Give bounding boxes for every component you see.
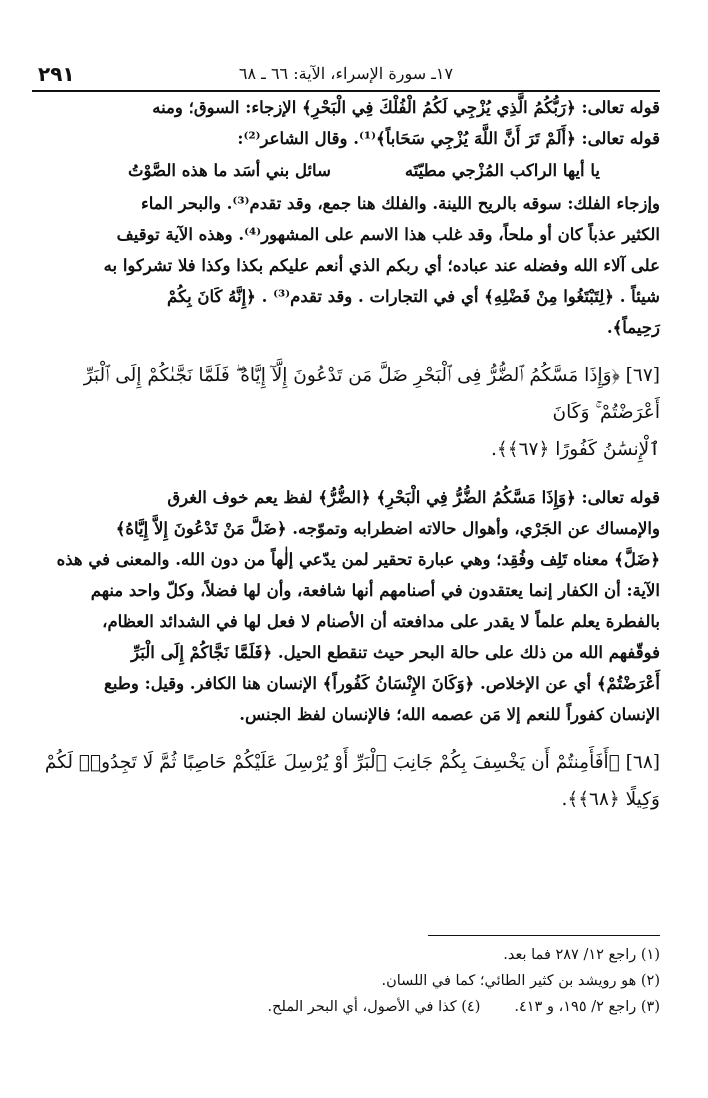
main-text: [38, 92, 660, 818]
footnotes: [160, 942, 660, 1020]
poem-hemistich-first: يا أيها الراكب المُزْجي مطيّتَه: [404, 161, 600, 180]
text-line: الإنسان كفوراً للنعم إلا مَن عصمه الله؛ فالإنسان لفظ الجنس.: [239, 705, 660, 724]
text-line: الآية: أن الكفار إنما يعتقدون في أصنامهم أنها شافعة، وأن لها فضلاً، وكلّ واحد منهم: [90, 581, 660, 600]
page-number: ٢٩١: [38, 62, 75, 86]
footnote-1: (١) راجع ١٢/ ٢٨٧ فما بعد.: [503, 947, 660, 963]
text-line: والإمساك عن الجَرْي، وأهوال حالاته اضطرابه وتموّجه. ﴿ضَلَّ مَنْ تَدْعُونَ إِلاَّ إِيَّاهُ﴾: [115, 519, 660, 538]
poetry-verse: [38, 154, 660, 188]
spacer: [38, 468, 660, 482]
quran-verse-68-line: وَكِيلًا ﴿٦٨﴾﴾.: [561, 789, 660, 810]
running-title: ١٧ـ سورة الإسراء، الآية: ٦٦ ـ ٦٨: [238, 64, 454, 83]
footnote-3: (٣) راجع ٢/ ١٩٥، و ٤١٣.: [514, 999, 660, 1015]
text-line: رَحِيماً﴾.: [606, 318, 660, 337]
footnote-4: (٤) كذا في الأصول، أي البحر الملح.: [267, 999, 481, 1015]
page-header: [34, 60, 658, 90]
footnote-row: [160, 994, 660, 1020]
text-line: وإزجاء الفلك: سوقه بالريح اللينة. والفلك هنا جمع، وقد تقدم⁽³⁾. والبحر الماء: [140, 194, 660, 213]
text-line: شيئاً . ﴿لِتَبْتَغُوا مِنْ فَضْلِهِ﴾ أي في التجارات . وقد تقدم⁽³⁾ . ﴿إِنَّهُ كَانَ بِكُمْ: [166, 287, 660, 306]
poem-hemistich-second: سائل بني أسَد ما هذه الصَّوْتُ: [128, 161, 331, 180]
spacer: [38, 343, 660, 357]
text-line: الكثير عذباً كان أو ملحاً، وقد غلب هذا الاسم على المشهور⁽⁴⁾. وهذه الآية توقيف: [116, 225, 660, 244]
text-line: ﴿ضَلَّ﴾ معناه تَلِف وفُقِد؛ وهي عبارة تحقير لمن يدّعي إلٰهاً من دون الله. والمعنى في هذه: [56, 550, 660, 569]
text-line: على آلاء الله وفضله عند عباده؛ أي ربكم الذي أنعم عليكم بكذا وكذا فلا تشركوا به: [103, 256, 660, 275]
text-line: قوله تعالى: ﴿أَلَمْ تَرَ أَنَّ اللَّهَ يُزْجِي سَحَاباً﴾⁽¹⁾. وقال الشاعر⁽²⁾:: [237, 129, 660, 148]
text-line: قوله تعالى: ﴿رَبُّكُمُ الَّذِي يُزْجِي لَكُمُ الْفُلْكَ فِي الْبَحْرِ﴾ الإزجاء: السوق؛ ومنه: [152, 98, 660, 117]
footnote-2: (٢) هو رويشد بن كثير الطائي؛ كما في اللسان.: [381, 973, 660, 989]
footnote-divider: [428, 935, 660, 936]
text-line: بالفطرة يعلم علماً لا يقدر على مدافعته أن الأصنام لا فعل لها في الشدائد العظام،: [102, 612, 660, 631]
text-line: أَعْرَضْتُمْ﴾ أي عن الإخلاص. ﴿وَكَانَ الإِنْسَانُ كَفُوراً﴾ الإنسان هنا الكافر. وقيل: وطبع: [104, 674, 660, 693]
text-line: فوقّفهم الله من ذلك على حالة البحر حيث تنقطع الحيل. ﴿فَلَمَّا نَجَّاكُمْ إِلَى الْبَرِّ: [131, 643, 660, 662]
text-line: قوله تعالى: ﴿وَإِذَا مَسَّكُمُ الضُّرُّ فِي الْبَحْرِ﴾ ﴿الضُّرُّ﴾ لفظ يعم خوف الغرق: [167, 488, 660, 507]
quran-verse-68-line: [٦٨] ﴿أَفَأَمِنتُمْ أَن يَخْسِفَ بِكُمْ جَانِبَ ٱلْبَرِّ أَوْ يُرْسِلَ عَلَيْكُمْ حَاصِبًا ثُمَّ لَا تَجِدُوا۟ لَكُمْ: [44, 752, 660, 773]
spacer: [38, 730, 660, 744]
quran-verse-67-line: [٦٧] ﴿وَإِذَا مَسَّكُمُ ٱلضُّرُّ فِى ٱلْبَحْرِ ضَلَّ مَن تَدْعُونَ إِلَّآ إِيَّاهُ ۖ فَلَمَّا نَجَّىٰكُمْ إِلَى ٱلْبَرِّ أَعْرَضْتُمْ ۚ وَكَانَ: [83, 365, 660, 423]
quran-verse-67-line: ٱلْإِنسَٰنُ كَفُورًا ﴿٦٧﴾﴾.: [491, 439, 660, 460]
